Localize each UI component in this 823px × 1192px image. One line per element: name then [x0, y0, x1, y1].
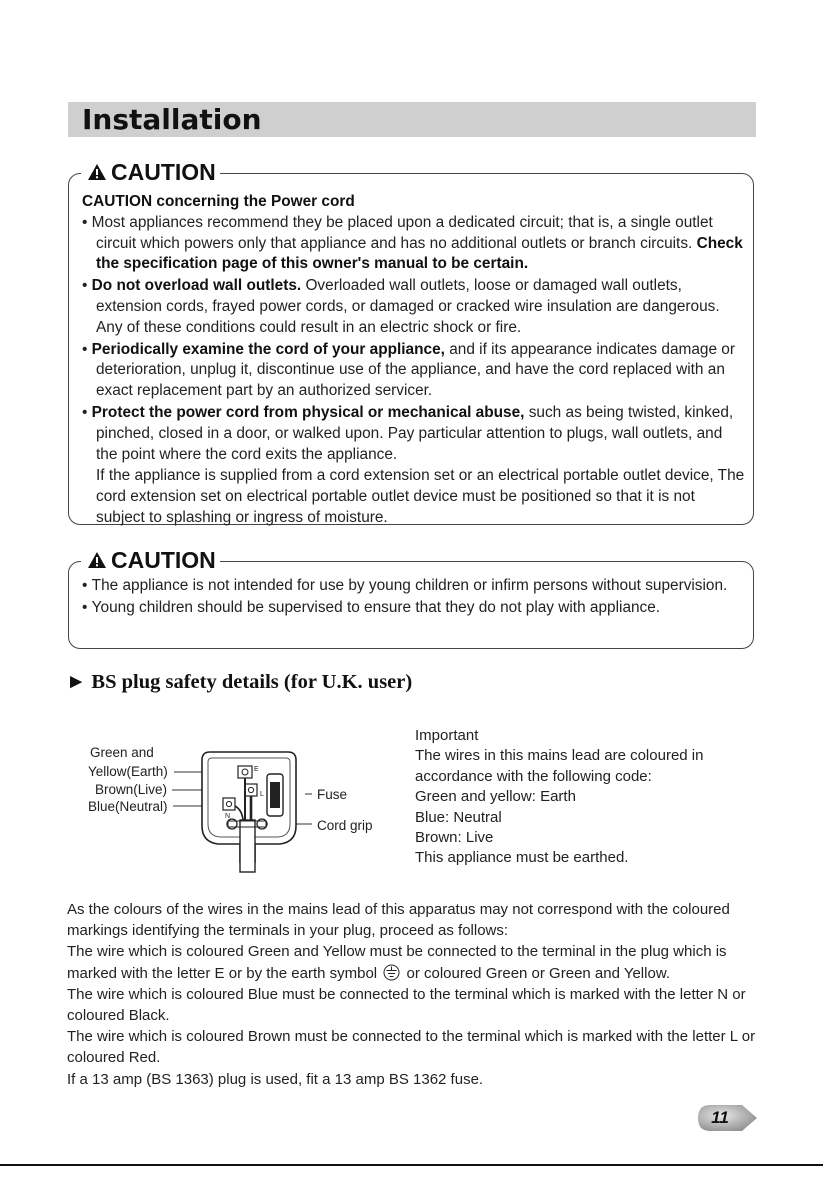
caution-box-power-cord — [68, 159, 754, 526]
caution-heading — [81, 157, 220, 187]
terminal-l-label: L — [260, 791, 264, 798]
caution-subheading: CAUTION concerning the Power cord — [82, 193, 355, 210]
list-item: • Young children should be supervised to ensure that they do not play with appliance. — [82, 598, 661, 616]
paragraph: If a 13 amp (BS 1363) plug is used, fit a 13 amp BS 1362 fuse. — [67, 1070, 484, 1088]
live-terminal — [245, 784, 257, 796]
caution-heading-text: CAUTION — [111, 159, 216, 185]
page-number-badge — [696, 1103, 758, 1133]
label-brown-live: Brown(Live) — [95, 782, 168, 797]
label-green: Green and — [90, 745, 154, 760]
bs-plug-heading: ► BS plug safety details (for U.K. user) — [66, 671, 413, 693]
important-line: The wires in this mains lead are coloured in — [415, 747, 704, 765]
bullet-text: and if its appearance indicates damage or deterioration, unplug it, discontinue use of the appliance, and have the cord replaced with an exact replacement part by an authorized servicer. — [96, 340, 735, 400]
section-header-bar — [68, 102, 756, 137]
label-fuse: Fuse — [317, 787, 348, 802]
important-line: Green and yellow: Earth — [415, 788, 576, 806]
fuse-body — [270, 782, 280, 808]
list-item: • The appliance is not intended for use by young children or infirm persons without supervision. — [82, 577, 728, 594]
paragraph: The wire which is coloured Blue must be connected to the terminal which is marked with the letter N or coloured Black. — [67, 985, 746, 1025]
earth-terminal — [238, 766, 252, 778]
caution-body — [82, 576, 747, 620]
label-yellow-earth: Yellow(Earth) — [88, 764, 168, 779]
list-item: • Protect the power cord from physical or mechanical abuse, such as being twisted, kinked, pinched, closed in a door, or walked upon. Pay particular attention to plugs, wall outlets, and the point where the cord exits the appliance. — [82, 403, 734, 463]
terminal-e-label: E — [254, 766, 259, 773]
earth-symbol-icon — [383, 964, 400, 981]
caution-body — [82, 192, 747, 529]
terminal-n-label: N — [225, 813, 231, 820]
list-item: • Periodically examine the cord of your appliance, and if its appearance indicates damage or deterioration, unplug it, discontinue use of the appliance, and have the cord replaced with an exact replacement part by an authorized servicer. — [82, 340, 735, 400]
bullet-text: The appliance is not intended for use by young children or infirm persons without supervision. — [91, 577, 728, 594]
page-number: 11 — [711, 1108, 729, 1127]
bullet-text: Overloaded wall outlets, loose or damaged wall outlets, extension cords, frayed power cords, or damaged or cracked wire insulation are dangerous. Any of these conditions could result in an electric shock or fire. — [96, 277, 720, 336]
power-cable — [240, 820, 255, 872]
bullet-emphasis: Check the specification page of this owner's manual to be certain. — [96, 234, 743, 273]
bullet-lead: Do not overload wall outlets. — [91, 277, 302, 295]
caution-box-children — [68, 547, 754, 649]
label-blue-neutral: Blue(Neutral) — [88, 799, 168, 814]
paragraph-text: The wire which is coloured Green and Yellow must be connected to the terminal in the plug which is marked with the letter E or by the earth symbol — [67, 943, 727, 982]
paragraph — [67, 941, 759, 983]
list-item: • Most appliances recommend they be placed upon a dedicated circuit; that is, a single outlet circuit which powers only that appliance and has no additional outlets or branch circuits. Check the specification page of this owner's manual to be certain. — [82, 213, 743, 273]
plug-wiring-diagram — [80, 738, 390, 878]
bullet-lead: Protect the power cord from physical or mechanical abuse, — [91, 403, 525, 421]
bullet-text: Young children should be supervised to ensure that they do not play with appliance. — [91, 598, 661, 616]
label-cord-grip: Cord grip — [317, 818, 373, 833]
important-wire-code — [415, 726, 755, 869]
paragraph: The wire which is coloured Brown must be connected to the terminal which is marked with the letter L or coloured Red. — [67, 1028, 756, 1067]
wire-connection-instructions — [67, 899, 759, 1090]
list-item: • Do not overload wall outlets. Overloaded wall outlets, loose or damaged wall outlets, extension cords, frayed power cords, or damaged or cracked wire insulation are dangerous. Any of these conditions could result in an electric shock or fire. — [82, 277, 720, 336]
warning-triangle-icon — [87, 163, 107, 181]
bullet-text: Most appliances recommend they be placed upon a dedicated circuit; that is, a single outlet circuit which powers only that appliance and has no additional outlets or branch circuits. — [91, 213, 713, 252]
paragraph-text: or coloured Green or Green and Yellow. — [406, 964, 670, 982]
neutral-terminal — [223, 798, 235, 810]
page-title: Installation — [82, 103, 262, 136]
important-line: Blue: Neutral — [415, 808, 502, 826]
warning-triangle-icon — [87, 551, 107, 569]
bottom-rule — [0, 1164, 823, 1166]
extension-set-note: If the appliance is supplied from a cord extension set or an electrical portable outlet device, The cord extension set on electrical portable outlet device must be positioned so that it is not subject to splashing or ingress of moisture. — [96, 467, 745, 526]
important-line: Important — [415, 727, 479, 744]
important-line: This appliance must be earthed. — [415, 849, 629, 867]
important-line: Brown: Live — [415, 829, 494, 847]
paragraph: As the colours of the wires in the mains lead of this apparatus may not correspond with the coloured markings identifying the terminals in your plug, proceed as follows: — [67, 901, 730, 940]
caution-heading — [81, 545, 220, 575]
caution-heading-text: CAUTION — [111, 547, 216, 573]
important-line: accordance with the following code: — [415, 767, 652, 785]
bullet-lead: Periodically examine the cord of your appliance, — [91, 340, 445, 358]
bullet-text: such as being twisted, kinked, pinched, closed in a door, or walked upon. Pay particular attention to plugs, wall outlets, and the point where the cord exits the appliance. — [96, 403, 734, 463]
